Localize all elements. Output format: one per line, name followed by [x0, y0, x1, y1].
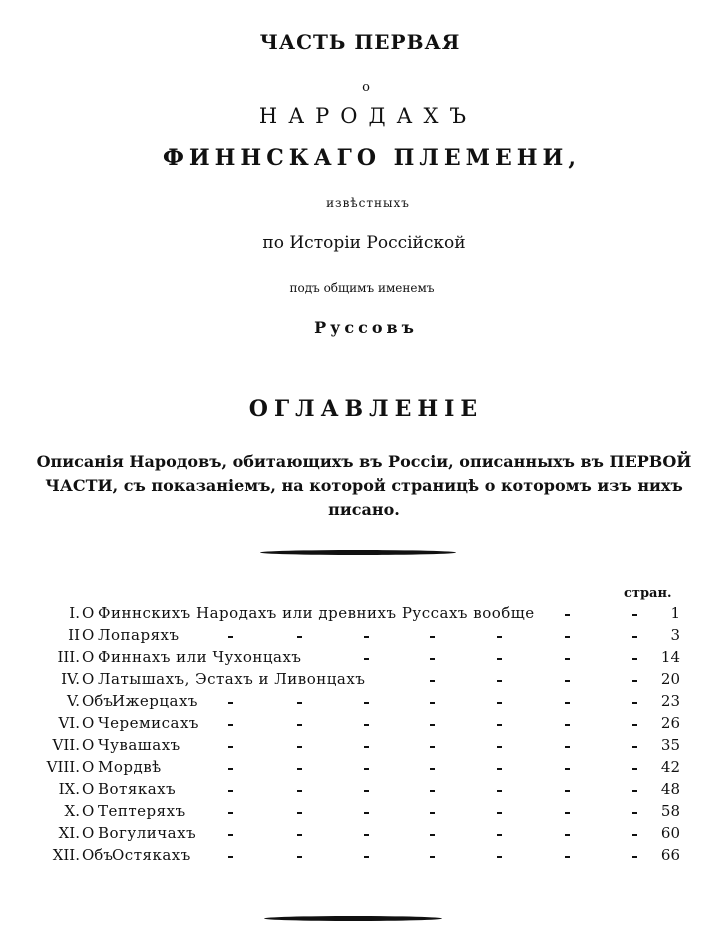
toc-entry-title: Вотякахъ	[98, 780, 177, 798]
leader-dash	[632, 680, 637, 682]
toc-entry-title: Остякахъ	[112, 846, 191, 864]
top-divider	[260, 550, 456, 555]
leader-dash	[565, 636, 570, 638]
toc-entry-number: I.	[69, 604, 80, 622]
leader-dash	[632, 614, 637, 616]
leader-dash	[632, 768, 637, 770]
toc-entry-prefix: О	[82, 604, 95, 622]
leader-dash	[430, 856, 435, 858]
leader-dash	[228, 636, 233, 638]
russes-heading: Руссовъ	[314, 318, 418, 337]
dot-leader	[0, 802, 720, 824]
toc-entry-title: Черемисахъ	[98, 714, 199, 732]
dot-leader	[0, 626, 720, 648]
dot-leader	[0, 846, 720, 868]
toc-entry-page: 14	[660, 648, 680, 666]
toc-entry	[0, 736, 720, 758]
leader-dash	[430, 746, 435, 748]
leader-dash	[497, 658, 502, 660]
toc-entry	[0, 802, 720, 824]
leader-dash	[430, 834, 435, 836]
leader-dash	[228, 746, 233, 748]
toc-title: ОГЛАВЛЕНІЕ	[248, 396, 484, 422]
leader-dash	[565, 614, 570, 616]
toc-entry-prefix: О	[82, 736, 95, 754]
leader-dash	[364, 768, 369, 770]
leader-dash	[497, 834, 502, 836]
toc-entry-prefix: О	[82, 670, 95, 688]
leader-dash	[297, 768, 302, 770]
toc-entry-prefix: О	[82, 758, 95, 776]
toc-entry-title: Финнскихъ Народахъ или древнихъ Руссахъ вообще	[98, 604, 535, 622]
toc-entry	[0, 846, 720, 868]
toc-entry-title: Лопаряхъ	[98, 626, 180, 644]
toc-entry-prefix: О	[82, 824, 95, 842]
toc-entry-page: 58	[660, 802, 680, 820]
leader-dash	[430, 812, 435, 814]
leader-dash	[497, 746, 502, 748]
leader-dash	[430, 636, 435, 638]
dot-leader	[0, 670, 720, 692]
toc-entry-number: V.	[67, 692, 80, 710]
leader-dash	[228, 724, 233, 726]
toc-entry-page: 1	[670, 604, 680, 622]
leader-dash	[297, 636, 302, 638]
leader-dash	[565, 724, 570, 726]
dot-leader	[0, 648, 720, 670]
toc-entry-number: VIII.	[46, 758, 80, 776]
leader-dash	[497, 856, 502, 858]
leader-dash	[497, 636, 502, 638]
toc-entry-number: III.	[57, 648, 80, 666]
leader-dash	[297, 834, 302, 836]
toc-entry-number: II	[68, 626, 80, 644]
leader-dash	[497, 702, 502, 704]
toc-entry-prefix: О	[82, 802, 95, 820]
leader-dash	[364, 834, 369, 836]
leader-dash	[228, 856, 233, 858]
leader-dash	[430, 790, 435, 792]
common-name-line: подъ общимъ именемъ	[289, 281, 435, 295]
leader-dash	[430, 768, 435, 770]
toc-entry	[0, 780, 720, 802]
leader-dash	[497, 724, 502, 726]
leader-dash	[297, 790, 302, 792]
leader-dash	[632, 702, 637, 704]
toc-description: Описанія Народовъ, обитающихъ въ Россіи, описанныхъ въ ПЕРВОЙ ЧАСТИ, съ показаніемъ, на которой страницѣ о которомъ изъ нихъ писано.	[36, 452, 692, 519]
leader-dash	[297, 746, 302, 748]
toc-entry-prefix: О	[82, 648, 95, 666]
leader-dash	[364, 746, 369, 748]
dot-leader	[0, 692, 720, 714]
leader-dash	[364, 636, 369, 638]
leader-dash	[632, 658, 637, 660]
toc-entry-page: 48	[660, 780, 680, 798]
leader-dash	[565, 812, 570, 814]
toc-entry-prefix: Объ	[82, 692, 113, 710]
toc-entry-number: IX.	[58, 780, 80, 798]
dot-leader	[0, 604, 720, 626]
toc-entry-title: Ижерцахъ	[112, 692, 198, 710]
page-column-label: стран.	[624, 586, 672, 601]
leader-dash	[364, 856, 369, 858]
leader-dash	[297, 724, 302, 726]
toc-entry-page: 42	[660, 758, 680, 776]
toc-entry	[0, 670, 720, 692]
leader-dash	[565, 746, 570, 748]
leader-dash	[565, 790, 570, 792]
leader-dash	[364, 724, 369, 726]
leader-dash	[228, 834, 233, 836]
toc-entry-prefix: О	[82, 714, 95, 732]
leader-dash	[632, 834, 637, 836]
toc-entry	[0, 758, 720, 780]
leader-dash	[430, 702, 435, 704]
history-line: по Исторіи Россійской	[262, 233, 466, 253]
leader-dash	[364, 790, 369, 792]
leader-dash	[565, 768, 570, 770]
dot-leader	[0, 780, 720, 802]
toc-entry-page: 60	[660, 824, 680, 842]
toc-entry	[0, 648, 720, 670]
toc-entry	[0, 714, 720, 736]
dot-leader	[0, 824, 720, 846]
part-title: ЧАСТЬ ПЕРВАЯ	[259, 30, 461, 54]
leader-dash	[228, 812, 233, 814]
about-word: о	[362, 80, 370, 95]
toc-entry	[0, 692, 720, 714]
leader-dash	[565, 834, 570, 836]
toc-entry-number: VII.	[52, 736, 80, 754]
leader-dash	[497, 812, 502, 814]
toc-entry-page: 23	[660, 692, 680, 710]
peoples-heading: НАРОДАХЪ	[258, 104, 478, 128]
leader-dash	[430, 658, 435, 660]
toc-entry-title: Финнахъ или Чухонцахъ	[98, 648, 302, 666]
toc-entry-title: Мордвѣ	[98, 758, 162, 776]
toc-entry	[0, 604, 720, 626]
leader-dash	[565, 702, 570, 704]
toc-entry-title: Вогуличахъ	[98, 824, 197, 842]
toc-entry-prefix: О	[82, 780, 95, 798]
leader-dash	[430, 724, 435, 726]
leader-dash	[497, 790, 502, 792]
toc-entry-page: 35	[660, 736, 680, 754]
leader-dash	[632, 856, 637, 858]
leader-dash	[497, 680, 502, 682]
leader-dash	[565, 856, 570, 858]
leader-dash	[297, 812, 302, 814]
leader-dash	[632, 636, 637, 638]
leader-dash	[297, 856, 302, 858]
leader-dash	[228, 702, 233, 704]
leader-dash	[430, 680, 435, 682]
toc-entry-page: 3	[670, 626, 680, 644]
bottom-divider	[264, 916, 442, 921]
toc-entry-page: 20	[660, 670, 680, 688]
toc-entry-page: 66	[660, 846, 680, 864]
toc-entry	[0, 824, 720, 846]
dot-leader	[0, 758, 720, 780]
leader-dash	[364, 812, 369, 814]
leader-dash	[364, 658, 369, 660]
toc-entry-title: Чувашахъ	[98, 736, 181, 754]
dot-leader	[0, 714, 720, 736]
leader-dash	[565, 680, 570, 682]
leader-dash	[497, 768, 502, 770]
leader-dash	[632, 812, 637, 814]
leader-dash	[632, 724, 637, 726]
toc-entry-number: X.	[64, 802, 80, 820]
leader-dash	[632, 746, 637, 748]
dot-leader	[0, 736, 720, 758]
toc-entry-title: Тептеряхъ	[98, 802, 186, 820]
toc-entry-number: VI.	[58, 714, 80, 732]
toc-entry-number: IV.	[61, 670, 80, 688]
leader-dash	[297, 702, 302, 704]
toc-entry-title: Латышахъ, Эстахъ и Ливонцахъ	[98, 670, 366, 688]
tribe-heading: ФИННСКАГО ПЛЕМЕНИ,	[162, 145, 582, 171]
known-word: извѣстныхъ	[326, 196, 410, 210]
toc-entry-number: XI.	[58, 824, 80, 842]
toc-entry	[0, 626, 720, 648]
leader-dash	[565, 658, 570, 660]
leader-dash	[228, 768, 233, 770]
toc-entry-prefix: Объ	[82, 846, 113, 864]
toc-entry-prefix: О	[82, 626, 95, 644]
toc-entry-number: XII.	[52, 846, 80, 864]
leader-dash	[364, 702, 369, 704]
leader-dash	[228, 790, 233, 792]
leader-dash	[632, 790, 637, 792]
toc-entry-page: 26	[660, 714, 680, 732]
